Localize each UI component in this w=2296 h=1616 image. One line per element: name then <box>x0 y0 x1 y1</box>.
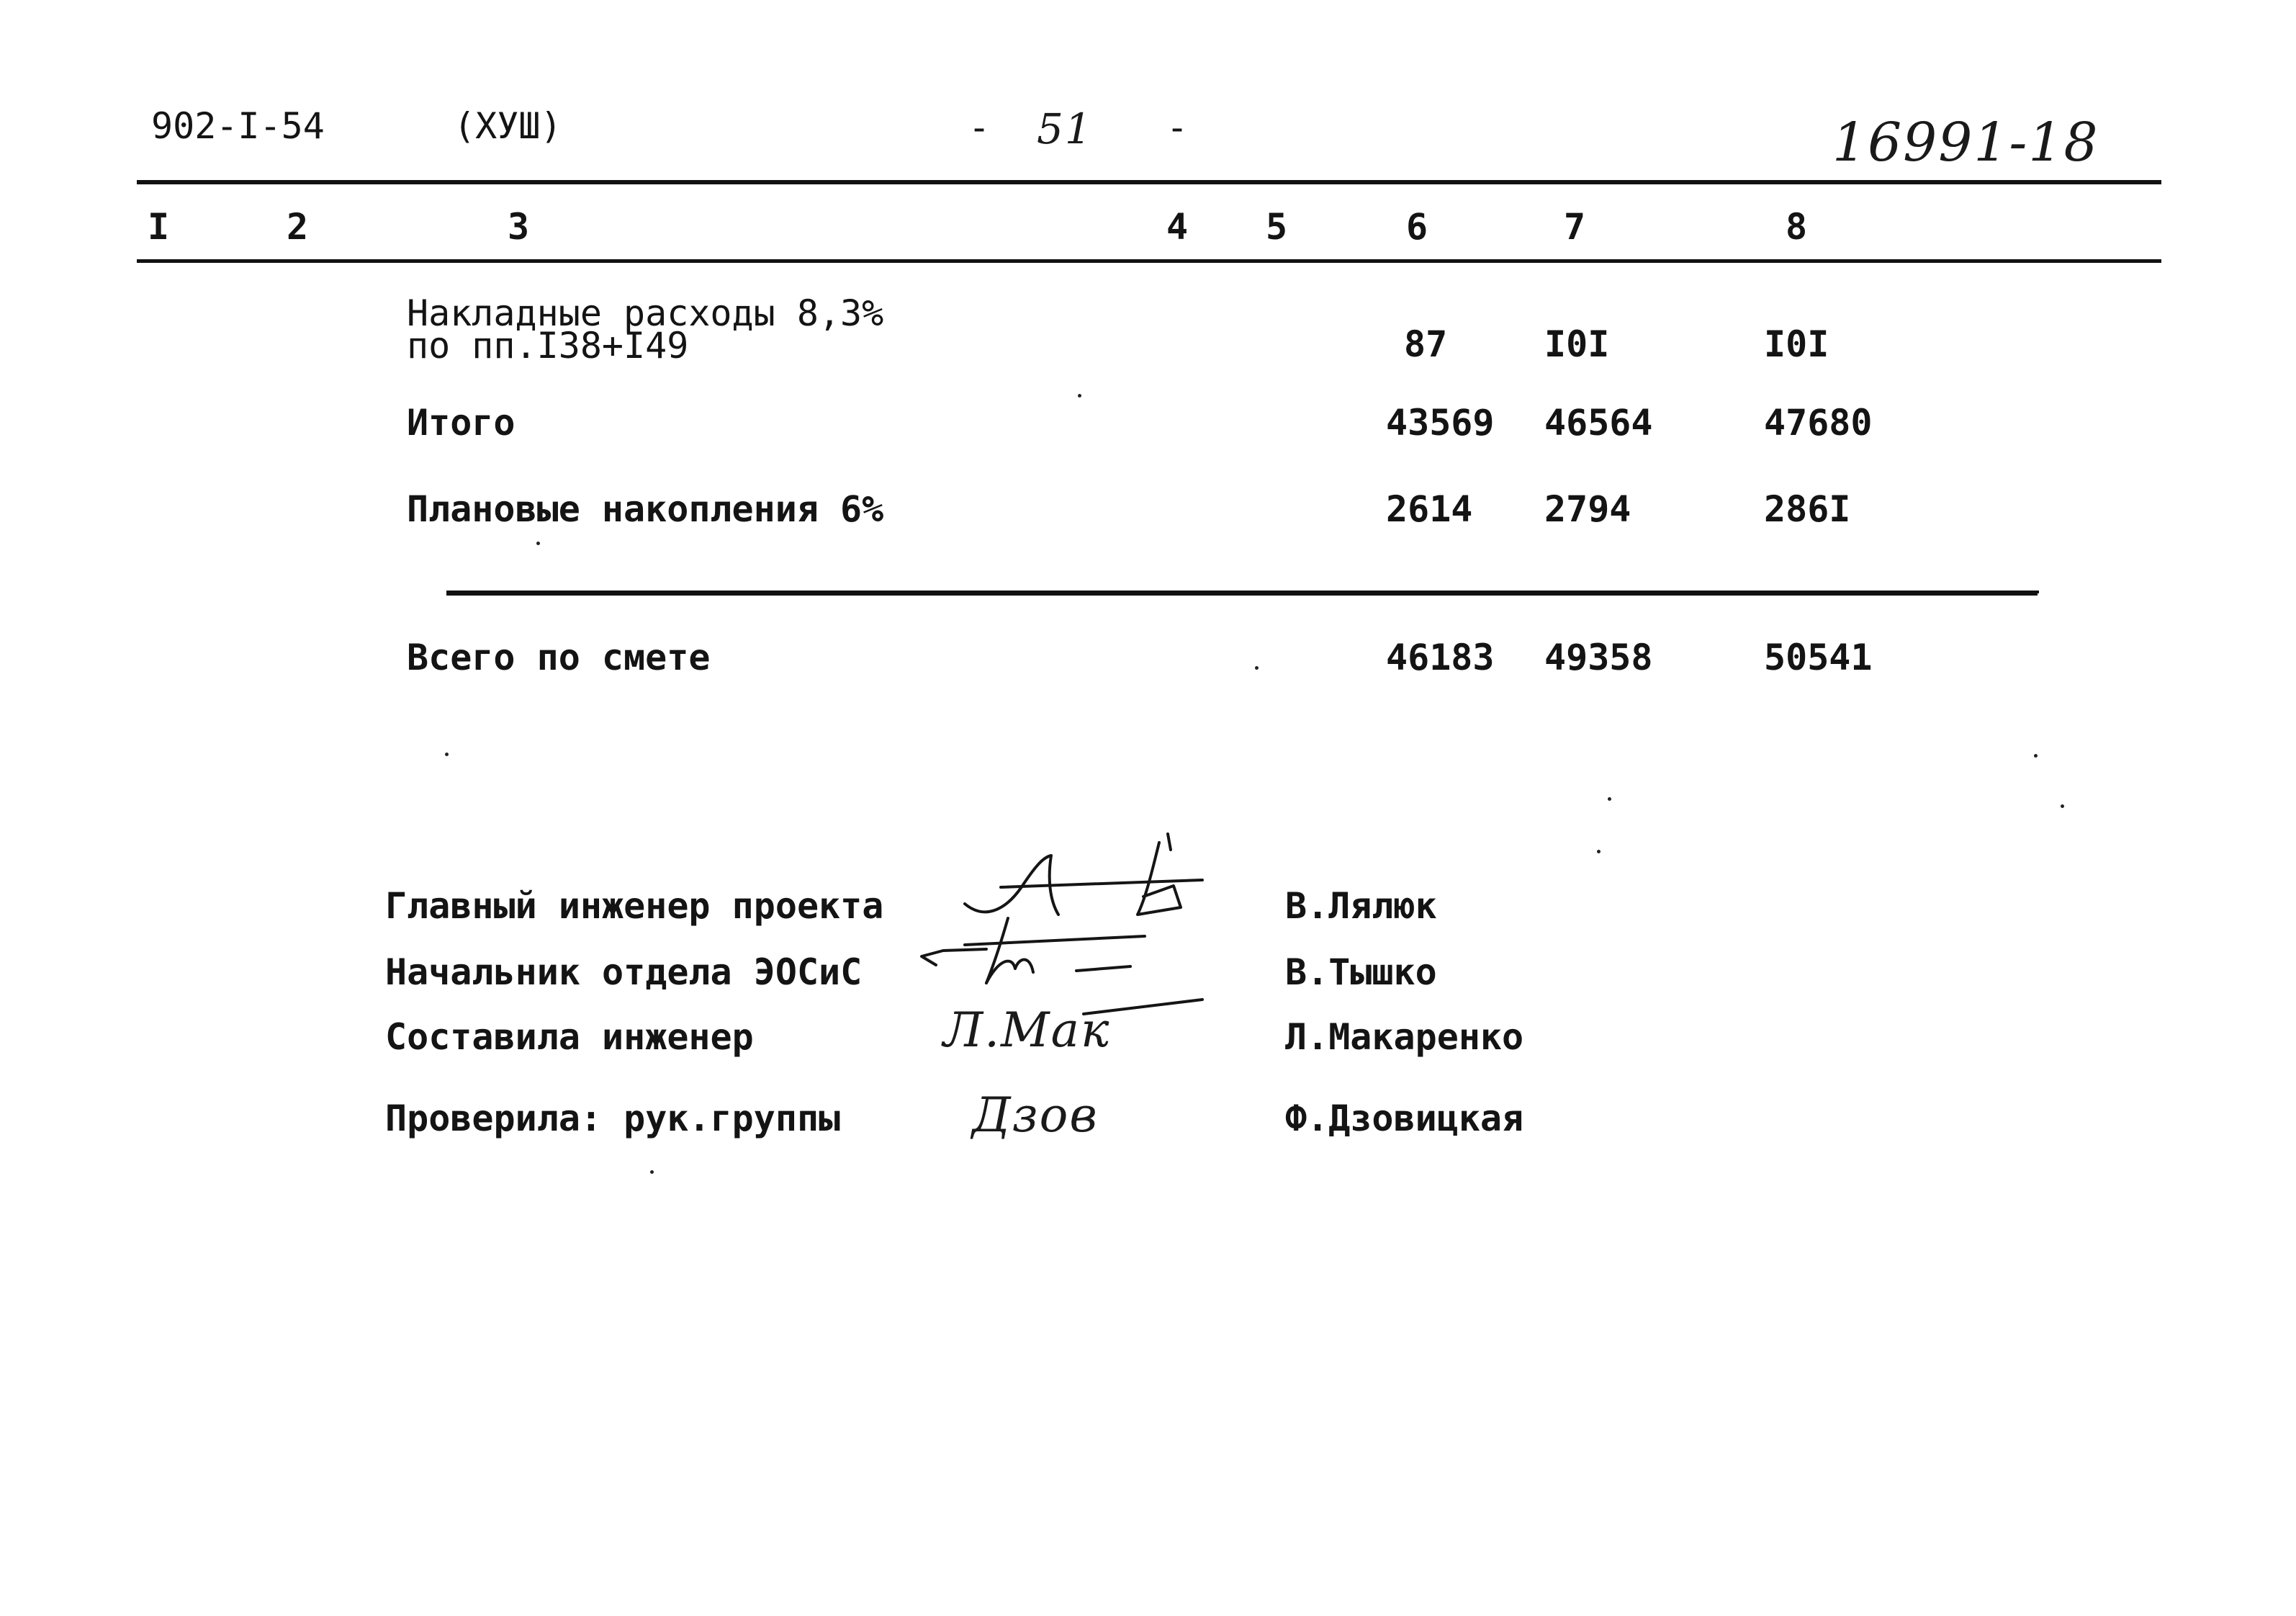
archive-number: 16991-18 <box>1832 112 2099 174</box>
total-col6: 46183 <box>1386 637 1495 678</box>
subtotal-label: Итого <box>407 402 516 444</box>
page-number: 51 <box>1037 104 1093 153</box>
col-num-8: 8 <box>1786 206 1808 248</box>
signer-role-compiler: Составила инженер <box>385 1016 754 1058</box>
planned-savings-label: Плановые накопления 6% <box>407 488 884 530</box>
overhead-label-line2: по пп.I38+I49 <box>407 325 689 367</box>
scan-speck <box>1255 666 1259 670</box>
col-num-1: I <box>148 206 170 248</box>
scan-speck <box>1608 797 1611 801</box>
signer-name-department-head: В.Тышко <box>1285 951 1437 993</box>
signature-compiler-stroke <box>1080 994 1210 1023</box>
scan-speck <box>1597 850 1601 853</box>
subtotal-col7: 46564 <box>1544 402 1653 444</box>
planned-savings-col7: 2794 <box>1544 488 1631 530</box>
subtotal-col6: 43569 <box>1386 402 1495 444</box>
scan-speck <box>2061 804 2064 808</box>
signer-name-chief-engineer: В.Лялюк <box>1285 885 1437 927</box>
scan-speck <box>650 1170 654 1174</box>
total-col7: 49358 <box>1544 637 1653 678</box>
overhead-label-line1: Накладные расходы 8,3% <box>407 292 884 334</box>
page-dash-right: - <box>1166 107 1189 148</box>
page-dash-left: - <box>968 107 991 148</box>
signer-role-department-head: Начальник отдела ЭОСиС <box>385 951 863 993</box>
total-separator-tail <box>2023 591 2039 593</box>
col-num-2: 2 <box>287 206 309 248</box>
signature-compiler: Л.Мак <box>943 1002 1111 1058</box>
doc-code: 902-I-54 <box>151 105 325 147</box>
subtotal-col8: 47680 <box>1764 402 1873 444</box>
planned-savings-col8: 286I <box>1764 488 1851 530</box>
planned-savings-col6: 2614 <box>1386 488 1473 530</box>
table-top-rule <box>137 180 2161 184</box>
signer-role-checker: Проверила: рук.группы <box>385 1097 841 1139</box>
total-label: Всего по смете <box>407 637 711 678</box>
signature-department-head <box>914 915 1174 994</box>
scan-speck <box>445 753 449 756</box>
signer-role-chief-engineer: Главный инженер проекта <box>385 885 884 927</box>
col-num-3: 3 <box>508 206 530 248</box>
scan-speck <box>536 542 540 545</box>
col-num-7: 7 <box>1564 206 1586 248</box>
scan-speck <box>2034 754 2038 758</box>
total-col8: 50541 <box>1764 637 1873 678</box>
table-header-rule <box>137 259 2161 263</box>
total-separator-rule <box>446 591 2038 596</box>
overhead-col7: I0I <box>1544 323 1610 365</box>
col-num-4: 4 <box>1166 206 1189 248</box>
signer-name-compiler: Л.Макаренко <box>1285 1016 1524 1058</box>
signature-checker: Дзов <box>972 1087 1099 1143</box>
col-num-5: 5 <box>1266 206 1288 248</box>
section-code: (ХУШ) <box>454 105 562 147</box>
overhead-col6: 87 <box>1404 323 1448 365</box>
scan-speck <box>1078 394 1081 398</box>
overhead-col8: I0I <box>1764 323 1829 365</box>
col-num-6: 6 <box>1406 206 1428 248</box>
signer-name-checker: Ф.Дзовицкая <box>1285 1097 1524 1139</box>
